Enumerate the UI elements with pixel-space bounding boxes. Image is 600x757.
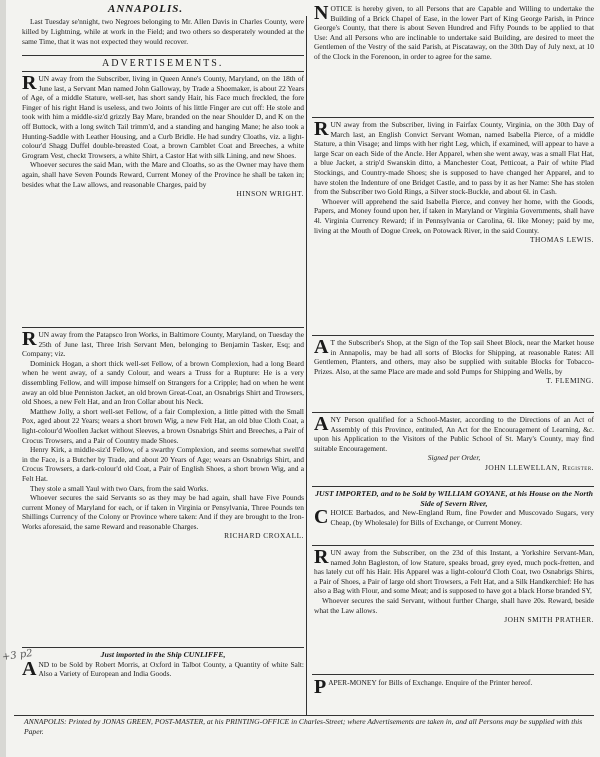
ad-signature: THOMAS LEWIS.: [530, 235, 594, 245]
drop-cap: A: [314, 336, 329, 358]
ad-body: APER-MONEY for Bills of Exchange. Enquire of the Printer hereof.: [328, 678, 533, 687]
ad-signature: T. FLEMING.: [546, 376, 594, 386]
rule: [312, 117, 594, 118]
ad-signed-line: Signed per Order,: [427, 453, 481, 463]
ad-prather: [314, 548, 594, 625]
dateline: ANNAPOLIS.: [108, 3, 184, 15]
ad-body: ND to be Sold by Robert Morris, at Oxford in Talbot County, a Quantity of white Salt: Also a Variety of European and India Goods.: [38, 659, 304, 679]
ad-reward: Whoever secures the said Servants so as they may be had again, shall have Five Pounds current Money of Maryland for each, or if taken in Virginia or Pensylvania, Three Pounds ten Shillings Currency of the Colony or Province where taken: And if they are brought to the Iron-Works aforesaid, the same Reward and reasonable Charges.: [22, 493, 304, 531]
handwritten-margin-note: +3 p2: [1, 647, 34, 664]
ad-signature: RICHARD CROXALL.: [224, 531, 304, 541]
rule: [312, 486, 594, 487]
ad-reward: Whoever will apprehend the said Isabella Pierce, and convey her home, with the Goods, Papers, and Money found upon her, if taken in Maryland or Virginia Governments, shall have 4l. Virginia Currency Reward; if in Pennsylvania or Carolina, 6l. like Money; paid by me, living at the Mouth of Dogue Creek, on Potowack River, in the said County.: [314, 196, 594, 235]
imprint-footer: ANNAPOLIS: Printed by JONAS GREEN, POST-MASTER, at his PRINTING-OFFICE in Charles-Street; where Advertisements are taken in, and all Persons may be supplied with this Paper.: [24, 717, 583, 736]
drop-cap: R: [314, 546, 329, 568]
rule: [14, 715, 594, 716]
ad-yawl: They stole a small Yaul with two Oars, from the said Works.: [30, 483, 209, 493]
ad-body: UN away from the Subscriber, on the 23d of this Instant, a Yorkshire Servant-Man, named John Bagleston, of low Stature, speaks broad, grey eyed, much pock-fretten, and has lately cut off his Hair. His Apparel was a light-colour'd Cloth Coat, two Osnabrigs Shirts, a Pair of Shoes, a Pair of large old short Trowsers, a Felt Hat, and a Silk Handkerchief: He has also a Bag with Flour, and some Meat; and is supposed to have got a black Horse branded SY,: [314, 548, 594, 596]
ad-croxall: [22, 330, 304, 541]
servant-jolly: Matthew Jolly, a short well-set Fellow, of a fair Complexion, a little pitted with the Small Pox, aged about 22 Years; wears a short brown Wig, a new Felt Hat, an old blue Cloth Coat, a light-colour'd Woollen Jacket without Sleeves, a brown Osnabrigs Shirt and Breeches, a Pair of Crocus Trowsers, and a Pair of Country made Shoes.: [22, 406, 304, 445]
ad-body: T the Subscriber's Shop, at the Sign of the Top sail Sheet Block, near the Market house in Annapolis, may be had all sorts of Blocks for Shipping, at reasonable Rates: All Gentlemen, Planters, and others, may also be supplied with suitable Blocks for Tobacco-Prizes. Also, at the same Place are made and sold Pumps for Shipping and Wells, by: [314, 338, 594, 376]
ad-body: UN away from the Subscriber, living in Queen Anne's County, Maryland, on the 18th of June last, a Servant Man named John Galloway, by Trade a Shoemaker, is about 22 Years of Age, of a middle Stature, well-set, has short sandy Hair, his Face much freckled, the fore Finger of his right Hand is useless, and two Joints of his little Finger are cut off: He stole and took with him a middle-siz'd grizzly Bay Mare, branded on the near Shoulder D, and K on the off Buttock, with a long switch Tail trimm'd, and a standing and hanging Mane; he also took a Hunting-Saddle with Leather Housing, and a Curb Bridle. He had sundry Cloaths, viz. a light-colour'd Shagg Duffel double-breasted Coat, a brown Camblet Coat and Breeches, a white Grogram Vest, checkt Trowsers, a white Shirt, a Castor Hat with silk Lining, and new Shoes.: [22, 74, 304, 160]
rule: [22, 71, 304, 72]
ad-goyane: [314, 489, 594, 527]
ad-signature: HINSON WRIGHT.: [236, 189, 304, 199]
ad-llewellan: [314, 415, 594, 473]
rule: [312, 545, 594, 546]
ad-body: UN away from the Subscriber, living in Fairfax County, Virginia, on the 30th Day of March last, an English Convict Servant Woman, named Isabella Pierce, of a middle Stature, a thin Visage; and limps with her right Leg, which, if examined, will appear to have a large Scar on each Side of the Ancle. Her Apparel, when she went away, was a small Flat Hat, a blue Jacket, a strip'd Swanskin ditto, a Manchester Coat, Petticoat, a Pair of white Plad Stockings, and Country-made Shoes; she is supposed to have changed her Apparel, and to have stolen the Indenture of one Bridget Castle, and to pass by it as her Name: She has stolen from the Subscriber two Gold Rings, a Silver stock-Buckle, and about 6l. in Cash.: [314, 120, 594, 197]
ad-galloway: [22, 74, 304, 199]
news-item: Last Tuesday se'nnight, two Negroes belonging to Mr. Allen Davis in Charles County, were killed by Lightning, while at work in the Field; and two others so desperately wounded at the same Time, that it was not expected they would recover.: [22, 17, 304, 46]
page-edge-shadow: [0, 0, 6, 757]
rule: [22, 55, 304, 56]
ad-printer: [314, 676, 594, 698]
ad-lewis: [314, 120, 594, 245]
ad-chapel: [314, 4, 594, 62]
ad-signature: JOHN LLEWELLAN, Register.: [485, 462, 594, 472]
ad-reward: Whoever secures the said Servant, without further Charge, shall have 20s. Reward, beside what the Law allows.: [314, 595, 594, 615]
ad-morris: [22, 650, 304, 679]
drop-cap: C: [314, 506, 329, 529]
drop-cap: R: [22, 72, 37, 94]
ad-body: NY Person qualified for a School-Master, according to the Directions of an Act of Assembly of this Province, entituled, An Act for the Encouragement of Learning, &c. upon his Application to the Visitors of the Public School of St. Mary's County, may find suitable Encouragement.: [314, 415, 594, 453]
ad-title: Just imported in the Ship CUNLIFFE,: [100, 650, 226, 659]
column-divider: [306, 16, 307, 716]
rule: [22, 647, 304, 648]
advertisements-heading: ADVERTISEMENTS.: [102, 58, 224, 69]
ad-body: UN away from the Patapsco Iron Works, in Baltimore County, Maryland, on Tuesday the 25th of June last, Three Irish Servant Men, belonging to Benjamin Tasker, Esq; and Company; viz.: [22, 330, 304, 359]
drop-cap: A: [314, 413, 329, 435]
rule: [312, 674, 594, 675]
ad-signature: JOHN SMITH PRATHER.: [504, 615, 594, 625]
drop-cap: A: [22, 657, 37, 680]
ad-title: JUST IMPORTED, and to be Sold by WILLIAM GOYANE, at his House on the North Side of Severn River,: [315, 489, 593, 508]
drop-cap: R: [22, 328, 37, 350]
servant-kirk: Henry Kirk, a middle-siz'd Fellow, of a swarthy Complexion, and seems somewhat swell'd in the Face, is a Butcher by Trade, and about 20 Years of Age; wears an Osnabrigs Shirt, and Crocus Trowsers, a dark-colour'd old Coat, a Pair of English Shoes, a short brown Wig, and a Felt Hat.: [22, 445, 304, 483]
rule: [312, 335, 594, 336]
rule: [312, 412, 594, 413]
drop-cap: P: [314, 676, 327, 698]
ad-body: OTICE is hereby given, to all Persons that are Capable and Willing to undertake the Building of a Brick Chapel of Ease, in the lower Part of King George Parish, in Prince George's County, that there is about Seven Hundred and Fifty Pounds to be applied to that Use: And all Persons who are inclinable to undertake said Building, are desired to meet the Gentlemen of the Vestry of the said Parish, at Piscataway, on the 30th Day of July next, at 10 of the Clock in the Forenoon, in order to agree for the same.: [314, 4, 594, 61]
ad-body: HOICE Barbados, and New-England Rum, fine Powder and Muscovado Sugars, very Cheap, (by Wholesale) for Bills of Exchange, or Current Money.: [330, 508, 594, 527]
rule: [22, 327, 304, 328]
drop-cap: R: [314, 118, 329, 140]
ad-reward: Whoever secures the said Man, with the Mare and Cloaths, so as the Owner may have them again, shall have Seven Pounds Reward, Current Money of the Province he shall be taken in; besides what the Law allows, and reasonable Charges, paid by: [22, 160, 304, 189]
servant-hogan: Dominick Hogan, a short thick well-set Fellow, of a brown Complexion, had a long Beard when he went away, of a sandy Colour, and wears a Truss for a Rupture: He is a very dissembling Fellow, and will impose himself on Strangers for a Cripple; had on when he went away an old blue Penniston Jacket, an old brown Great-Coat, an Osnabrigs Shirt and Trowsers, old Shoes, a new Felt Hat, and an Iron Collar about his Neck.: [22, 358, 304, 407]
ad-fleming: [314, 338, 594, 386]
drop-cap: N: [314, 2, 329, 24]
